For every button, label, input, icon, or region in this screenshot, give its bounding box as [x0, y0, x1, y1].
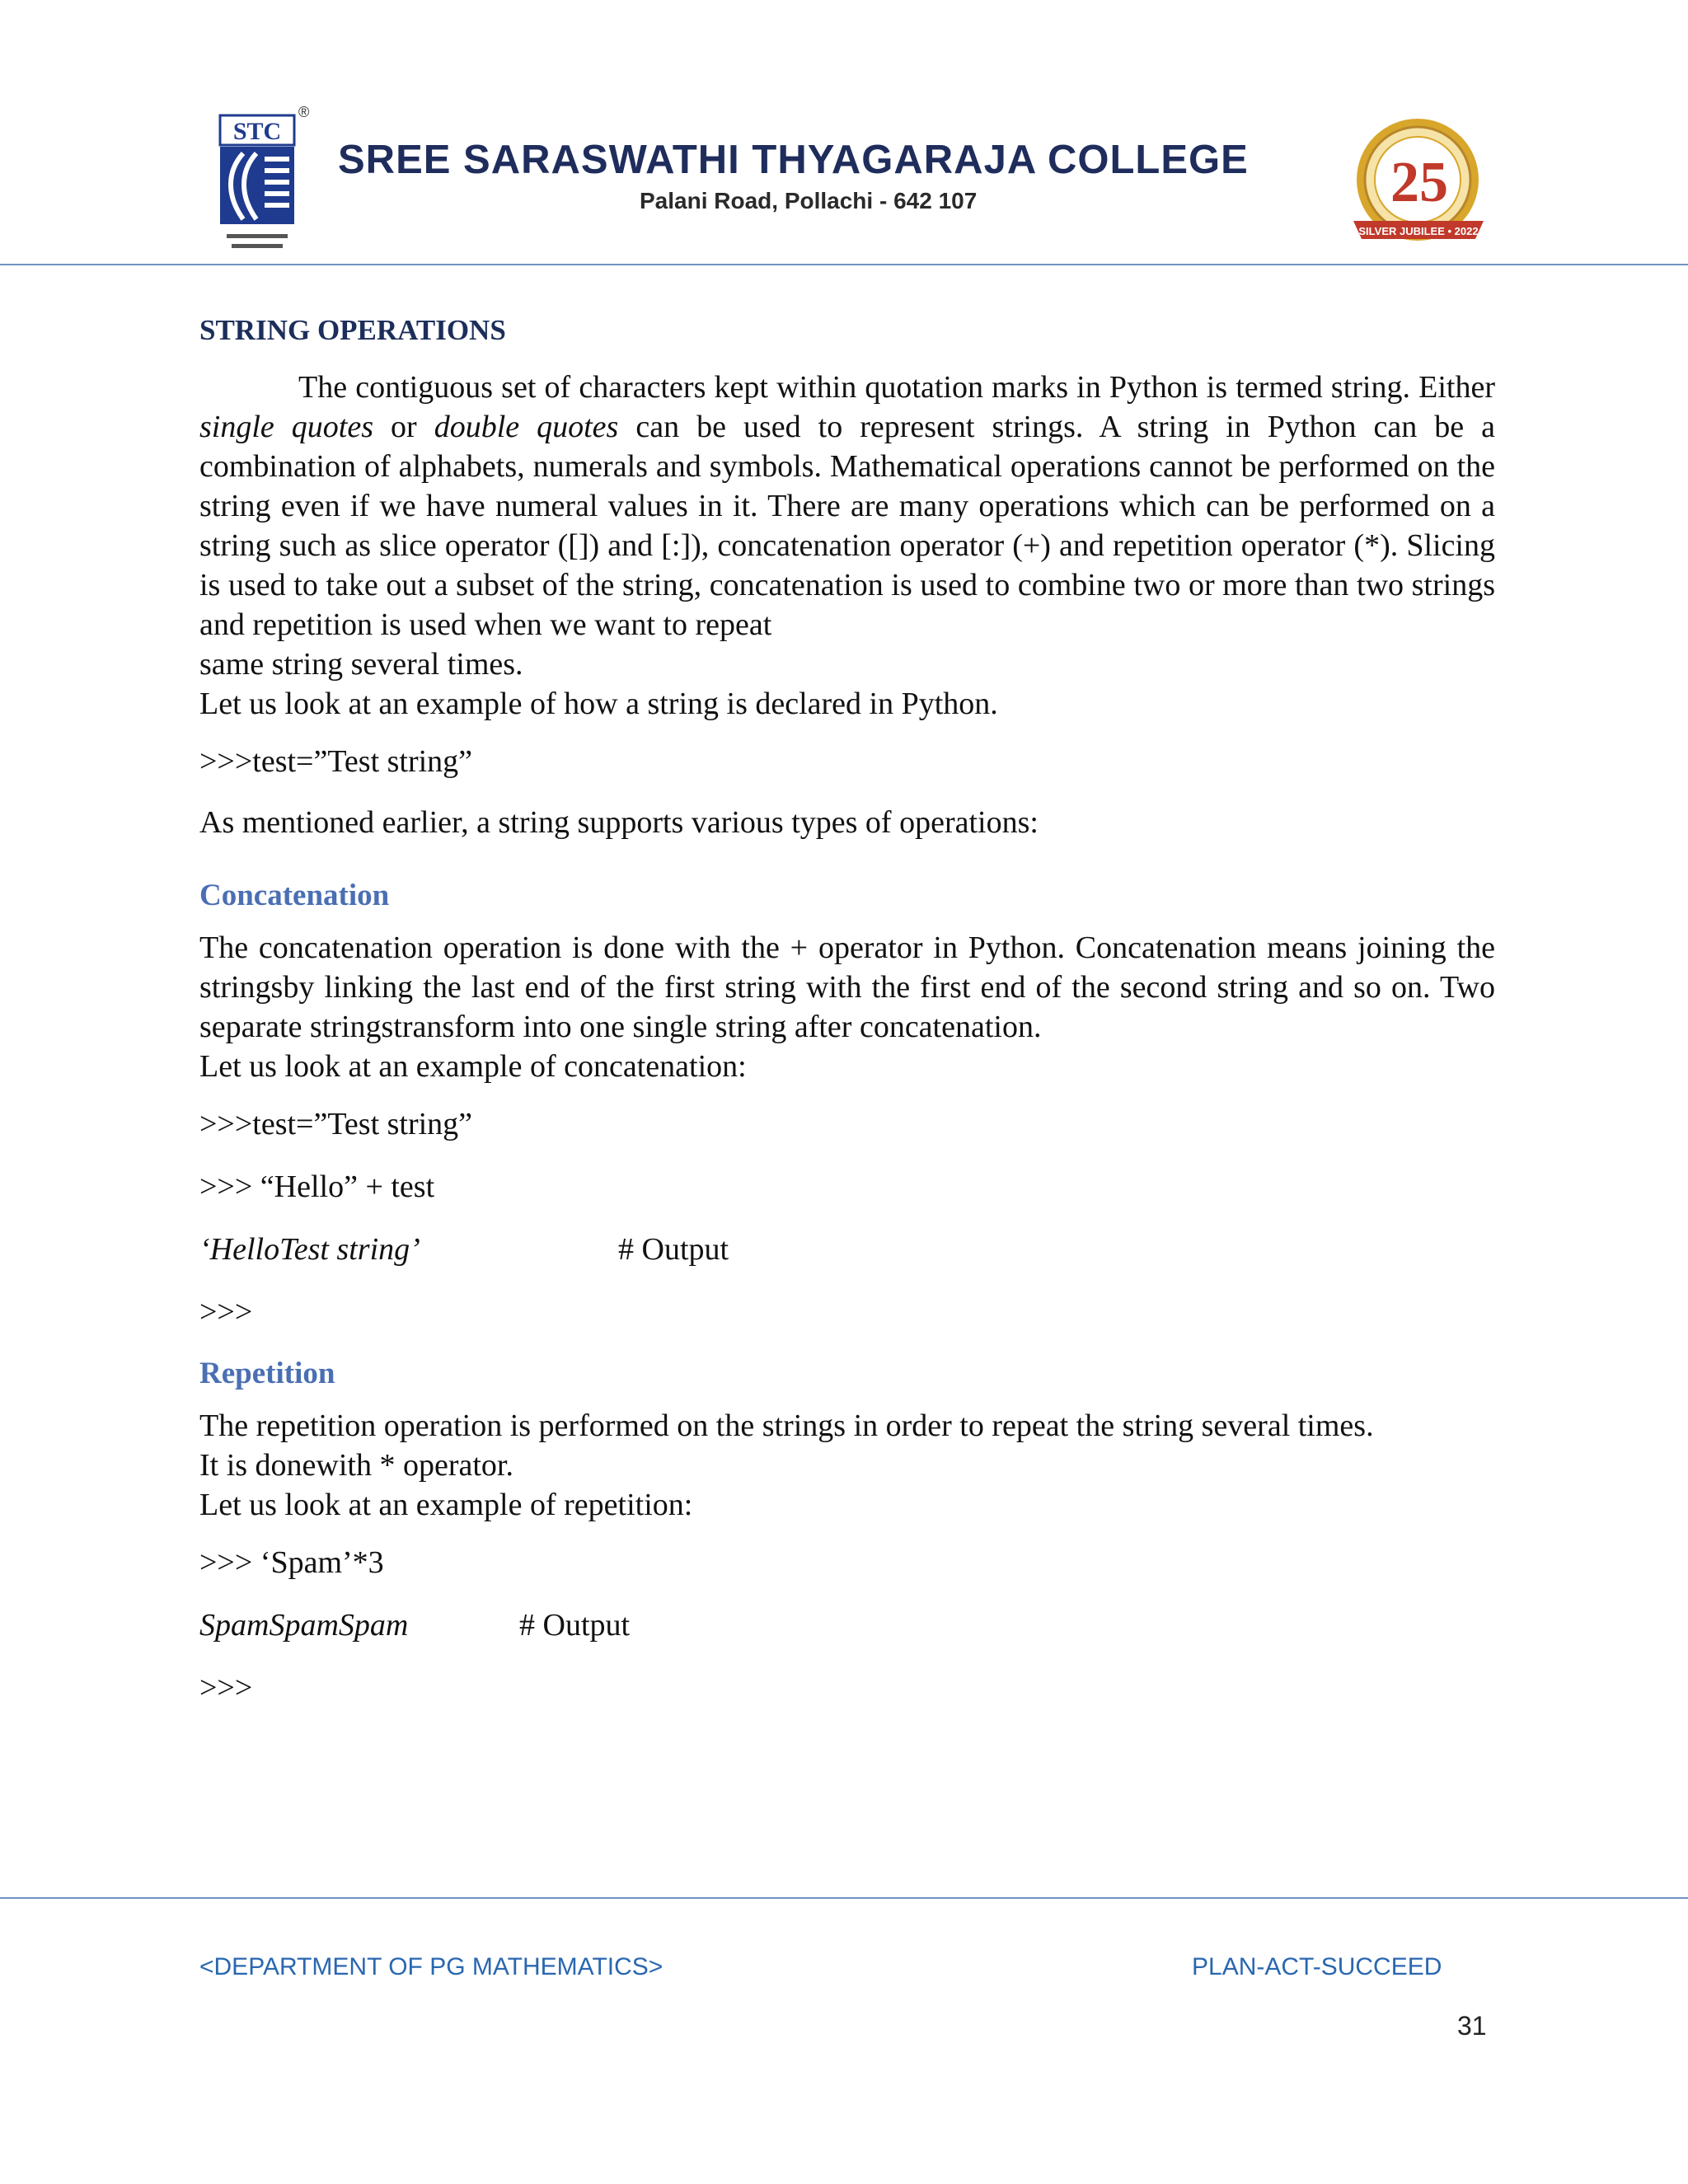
concatenation-output-value: ‘HelloTest string’	[199, 1232, 420, 1267]
intro-paragraph: The contiguous set of characters kept within quotation marks in Python is termed string. Either single quotes or double quotes can be used to represent strings. A string in Python can be a combination of alphabets, numerals and symbols. Mathematical operations cannot be performed on the string even if we have numeral values in it. There are many operations which can be performed on a string such as slice operator ([]) and [:]), concatenation operator (+) and repetition operator (*). Slicing is used to take out a subset of the string, concatenation is used to combine two or more than two strings and repetition is used when we want to repeat	[199, 370, 1495, 642]
repetition-output-row	[199, 1605, 1495, 1645]
repetition-output-comment: # Output	[519, 1608, 631, 1643]
page-number: 31	[1457, 2011, 1487, 2041]
concatenation-code-2: >>> “Hello” + test	[199, 1169, 435, 1204]
repetition-example-intro: Let us look at an example of repetition:	[199, 1488, 693, 1522]
repetition-paragraph-line-1: The repetition operation is performed on the strings in order to repeat the string several times.	[199, 1408, 1374, 1443]
concatenation-paragraph: The concatenation operation is done with the + operator in Python. Concatenation means joining the stringsby linking the last end of the first string with the first end of the second string and so on. Two separate stringstransform into one single string after concatenation.	[199, 930, 1495, 1044]
repetition-prompt: >>>	[199, 1671, 253, 1705]
intro-line-continued: same string several times.	[199, 647, 523, 682]
concatenation-code-1: >>>test=”Test string”	[199, 1107, 473, 1141]
college-address: Palani Road, Pollachi - 642 107	[640, 188, 978, 213]
stc-college-logo	[218, 114, 299, 262]
section-title: STRING OPERATIONS	[199, 314, 506, 346]
emphasis-single-quotes: single quotes	[199, 410, 373, 444]
declare-code: >>>test=”Test string”	[199, 744, 473, 779]
concatenation-heading: Concatenation	[199, 879, 390, 912]
footer-rule	[0, 1897, 1688, 1899]
repetition-output-value: SpamSpamSpam	[199, 1608, 409, 1643]
concatenation-output-row	[199, 1230, 1495, 1269]
emphasis-double-quotes: double quotes	[434, 410, 619, 444]
silver-jubilee-seal	[1343, 115, 1493, 252]
jubilee-ribbon: SILVER JUBILEE • 2022	[1358, 225, 1479, 237]
supports-text: As mentioned earlier, a string supports various types of operations:	[199, 805, 1039, 840]
footer-motto: PLAN-ACT-SUCCEED	[1192, 1953, 1442, 1980]
concatenation-output-comment: # Output	[618, 1232, 729, 1267]
concatenation-prompt: >>>	[199, 1295, 253, 1329]
jubilee-number: 25	[1390, 151, 1448, 214]
registered-mark: ®	[298, 104, 310, 120]
main-content	[199, 313, 1495, 1708]
repetition-heading: Repetition	[199, 1357, 335, 1390]
header-rule	[0, 264, 1688, 265]
concatenation-example-intro: Let us look at an example of concatenation:	[199, 1049, 747, 1084]
page-header	[0, 0, 1688, 265]
college-name: SREE SARASWATHI THYAGARAJA COLLEGE	[338, 138, 1249, 182]
repetition-code-1: >>> ‘Spam’*3	[199, 1545, 384, 1580]
repetition-paragraph-line-2: It is donewith * operator.	[199, 1448, 513, 1483]
intro-example-line: Let us look at an example of how a string is declared in Python.	[199, 687, 998, 721]
footer-department: <DEPARTMENT OF PG MATHEMATICS>	[199, 1953, 663, 1980]
logo-text: STC	[232, 118, 282, 145]
